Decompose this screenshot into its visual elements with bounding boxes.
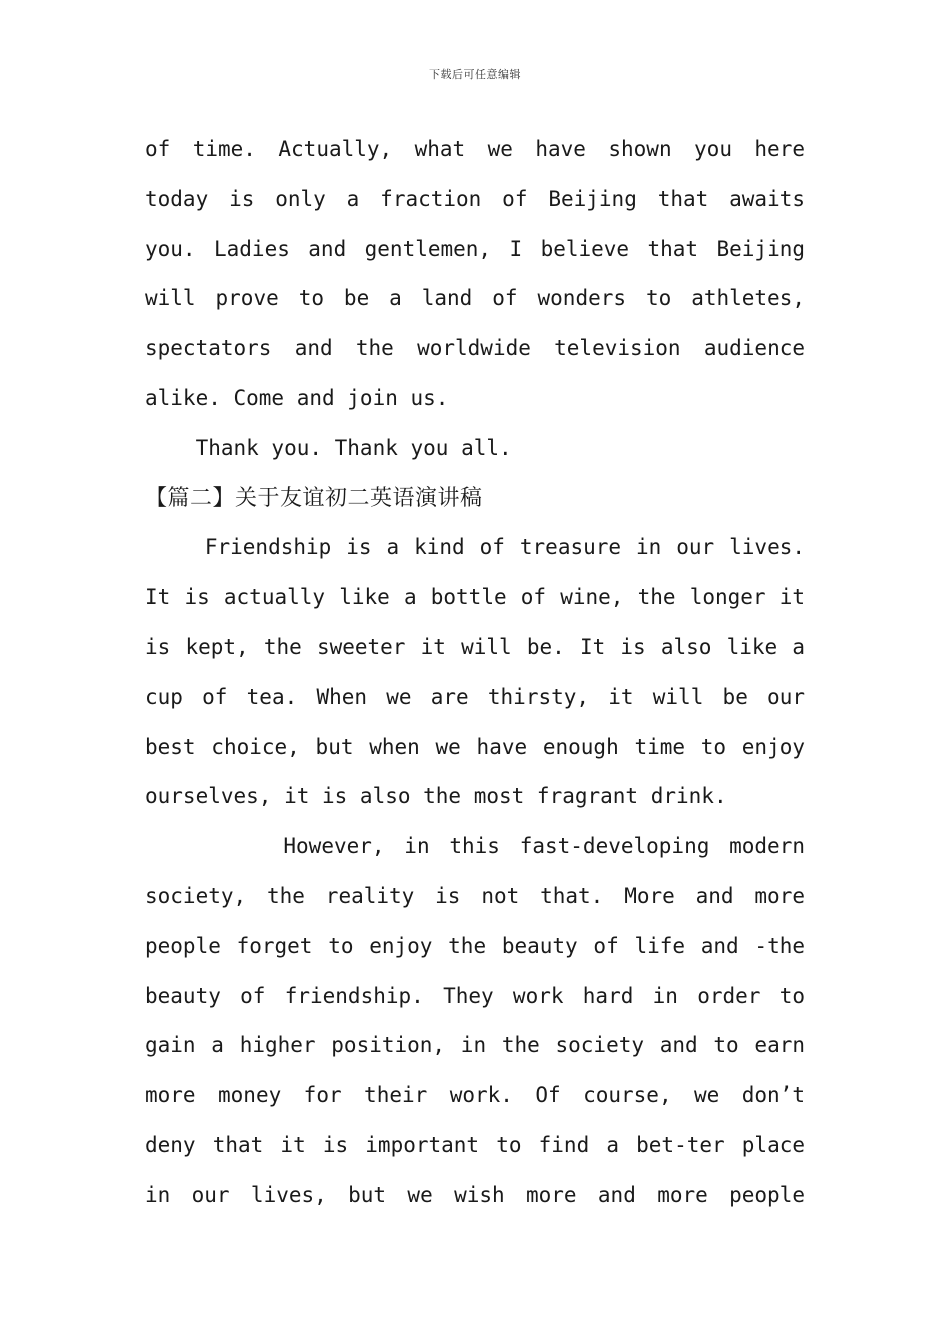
text-line: you. Ladies and gentlemen, I believe that Beijing: [145, 236, 805, 261]
text-line: ourselves, it is also the most fragrant drink.: [145, 784, 727, 809]
text-line: beauty of friendship. They work hard in order to: [145, 983, 805, 1008]
document-body: [145, 125, 805, 1221]
section-heading: 【篇二】关于友谊初二英语演讲稿: [145, 485, 483, 511]
text-line: today is only a fraction of Beijing that awaits: [145, 186, 805, 211]
text-line: gain a higher position, in the society and to earn: [145, 1033, 805, 1058]
text-line: people forget to enjoy the beauty of life and -the: [145, 933, 805, 958]
text-line: spectators and the worldwide television audience: [145, 336, 805, 361]
text-line: Friendship is a kind of treasure in our lives.: [145, 535, 805, 560]
page-header: 下载后可任意编辑: [429, 68, 521, 81]
text-line: more money for their work. Of course, we don’t: [145, 1083, 805, 1108]
text-line: alike. Come and join us.: [145, 385, 449, 410]
text-line: cup of tea. When we are thirsty, it will be our: [145, 684, 805, 709]
text-line: It is actually like a bottle of wine, the longer it: [145, 585, 805, 610]
text-line: Thank you. Thank you all.: [145, 435, 512, 460]
text-line: is kept, the sweeter it will be. It is also like a: [145, 634, 805, 659]
text-line: best choice, but when we have enough time to enjoy: [145, 734, 805, 759]
text-line: society, the reality is not that. More and more: [145, 883, 805, 908]
text-line: deny that it is important to find a bet-ter place: [145, 1132, 805, 1157]
text-line: in our lives, but we wish more and more people: [145, 1182, 805, 1207]
text-line: However, in this fast-developing modern: [145, 834, 805, 859]
text-line: of time. Actually, what we have shown you here: [145, 137, 805, 161]
text-line: will prove to be a land of wonders to athletes,: [145, 286, 805, 311]
